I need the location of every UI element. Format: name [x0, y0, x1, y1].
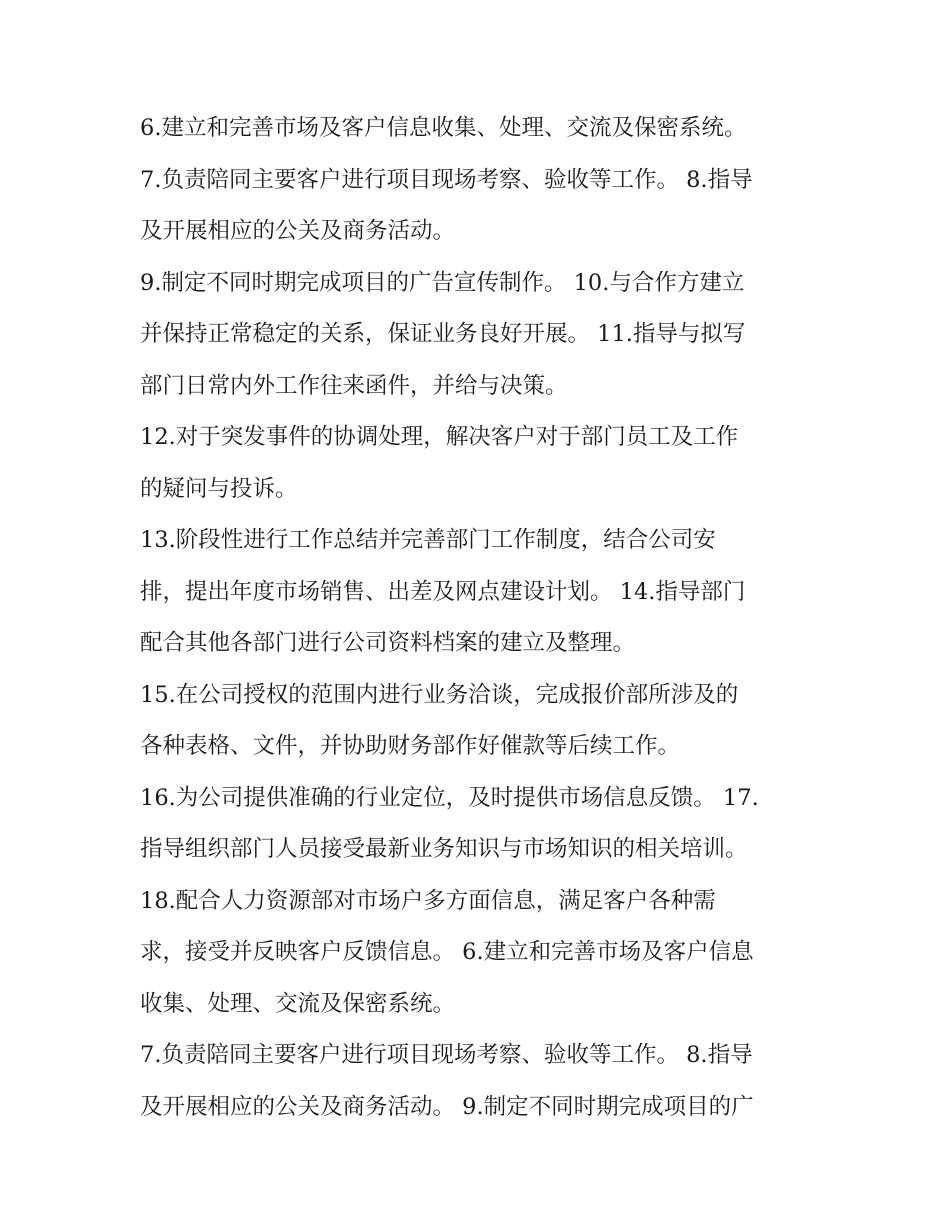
text-line: 9.制定不同时期完成项目的广告宣传制作。 10.与合作方建立 — [140, 269, 745, 296]
text-line: 收集、处理、交流及保密系统。 — [140, 990, 456, 1017]
text-line: 6.建立和完善市场及客户信息收集、处理、交流及保密系统。 — [140, 115, 747, 141]
text-line: 部门日常内外工作往来函件，并给与决策。 — [140, 372, 568, 399]
text-line: 13.阶段性进行工作总结并完善部门工作制度，结合公司安 — [140, 527, 716, 553]
body-text — [140, 103, 840, 1133]
text-line: 12.对于突发事件的协调处理，解决客户对于部门员工及工作 — [140, 424, 739, 450]
text-line: 16.为公司提供准确的行业定位，及时提供市场信息反馈。 17. — [140, 784, 759, 811]
text-line: 配合其他各部门进行公司资料档案的建立及整理。 — [140, 630, 636, 656]
text-line: 7.负责陪同主要客户进行项目现场考察、验收等工作。 8.指导 — [140, 1042, 753, 1068]
text-line: 及开展相应的公关及商务活动。 9.制定不同时期完成项目的广 — [140, 1093, 754, 1120]
text-line: 各种表格、文件，并协助财务部作好催款等后续工作。 — [140, 733, 681, 759]
text-line: 指导组织部门人员接受最新业务知识与市场知识的相关培训。 — [140, 836, 748, 862]
text-line: 求，接受并反映客户反馈信息。 6.建立和完善市场及客户信息 — [140, 939, 754, 965]
text-line: 的疑问与投诉。 — [140, 475, 298, 502]
text-line: 排，提出年度市场销售、出差及网点建设计划。 14.指导部门 — [140, 578, 746, 605]
text-line: 18.配合人力资源部对市场户多方面信息，满足客户各种需 — [140, 887, 716, 914]
text-line: 并保持正常稳定的关系，保证业务良好开展。 11.指导与拟写 — [140, 321, 746, 347]
text-line: 及开展相应的公关及商务活动。 — [140, 218, 456, 244]
text-line: 7.负责陪同主要客户进行项目现场考察、验收等工作。 8.指导 — [140, 166, 753, 193]
text-line: 15.在公司授权的范围内进行业务洽谈，完成报价部所涉及的 — [140, 681, 739, 708]
